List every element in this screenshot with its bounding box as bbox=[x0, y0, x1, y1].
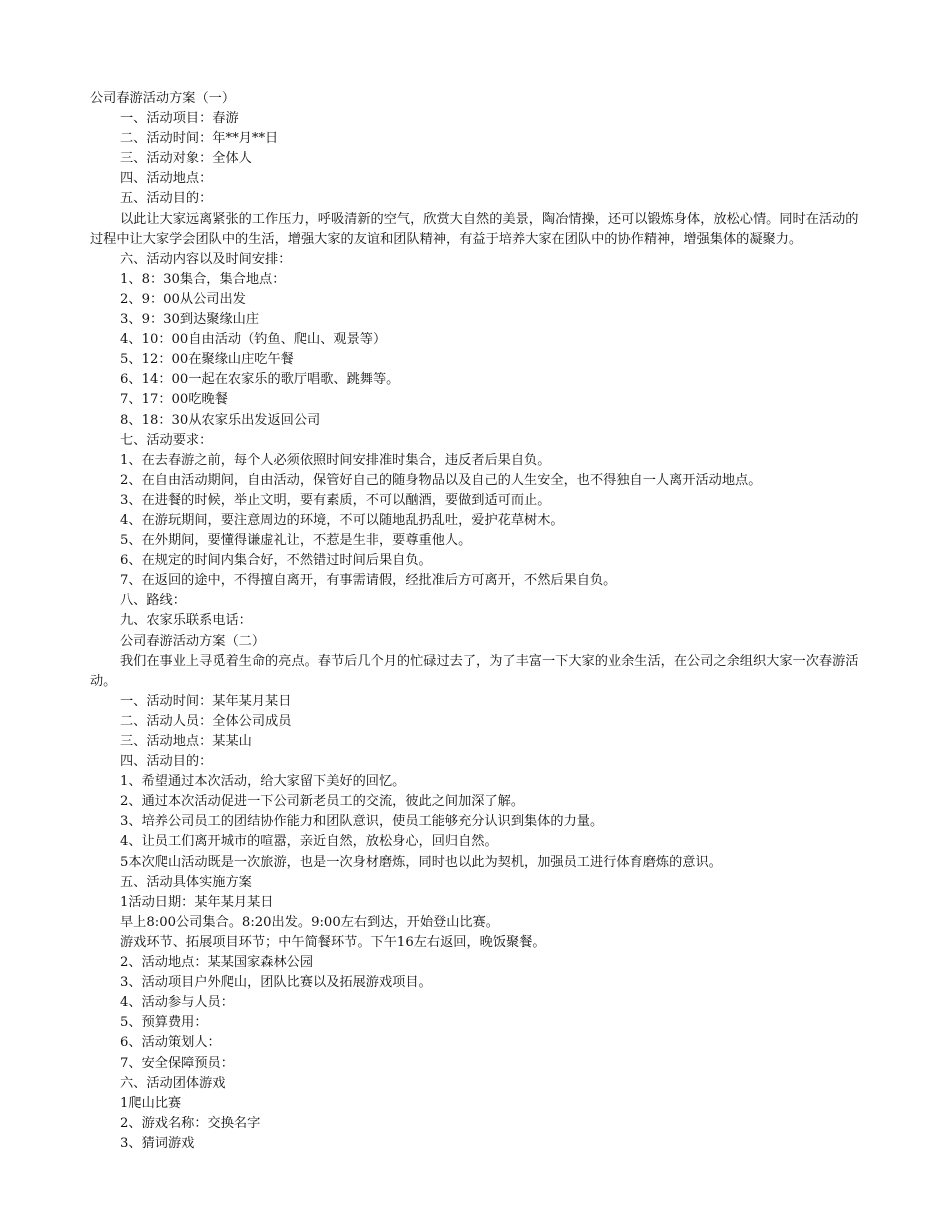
text-line: 5本次爬山活动既是一次旅游，也是一次身材磨炼，同时也以此为契机，加强员工进行体育磨炼的意识。 bbox=[120, 854, 722, 870]
text-line: 6、在规定的时间内集合好，不然错过时间后果自负。 bbox=[120, 553, 432, 569]
text-line: 5、12：00在聚缘山庄吃午餐 bbox=[120, 352, 294, 368]
text-line: 8、18：30从农家乐出发返回公司 bbox=[120, 412, 321, 428]
document-title: 公司春游活动方案（一） bbox=[90, 91, 236, 106]
text-line: 2、通过本次活动促进一下公司新老员工的交流，彼此之间加深了解。 bbox=[120, 794, 525, 810]
text-line: 三、活动对象：全体人 bbox=[120, 151, 252, 167]
document-body bbox=[90, 89, 880, 1154]
text-line: 三、活动地点：某某山 bbox=[120, 734, 252, 749]
text-line: 五、活动目的： bbox=[120, 191, 213, 207]
text-line: 2、活动地点：某某国家森林公园 bbox=[120, 955, 314, 971]
text-line: 7、安全保障预员： bbox=[120, 1055, 234, 1071]
text-line: 游戏环节、拓展项目环节；中午简餐环节。下午16左右返回，晚饭聚餐。 bbox=[120, 934, 546, 950]
text-line: 2、9：00从公司出发 bbox=[120, 291, 246, 307]
paragraph: 以此让大家远离紧张的工作压力，呼吸清新的空气，欣赏大自然的美景，陶冶情操，还可以锻炼身体，放松心情。同时在活动的过程中让大家学会团队中的生活，增强大家的友谊和团队精神，有益于培养大家在团队中的协作精神，增强集体的凝聚力。 bbox=[90, 211, 859, 247]
text-line: 3、活动项目户外爬山，团队比赛以及拓展游戏项目。 bbox=[120, 975, 432, 991]
text-line: 4、在游玩期间，要注意周边的环境，不可以随地乱扔乱吐，爱护花草树木。 bbox=[120, 512, 564, 528]
text-line: 7、17：00吃晚餐 bbox=[120, 392, 228, 408]
text-line: 1、8：30集合，集合地点： bbox=[120, 271, 286, 287]
text-line: 2、在自由活动期间，自由活动，保管好自己的随身物品以及自己的人生安全，也不得独自一人离开活动地点。 bbox=[120, 472, 762, 488]
text-line: 1活动日期：某年某月某日 bbox=[120, 894, 274, 910]
text-line: 1、在去春游之前，每个人必须依照时间安排准时集合，违反者后果自负。 bbox=[120, 452, 551, 468]
text-line: 3、9：30到达聚缘山庄 bbox=[120, 312, 260, 328]
text-line: 5、在外期间，要懂得谦虚礼让，不惹是生非，要尊重他人。 bbox=[120, 533, 472, 549]
text-line: 二、活动时间：年**月**日 bbox=[120, 131, 279, 147]
text-line: 公司春游活动方案（二） bbox=[120, 633, 266, 649]
text-line: 六、活动内容以及时间安排： bbox=[120, 251, 292, 267]
text-line: 4、活动参与人员： bbox=[120, 995, 234, 1011]
text-line: 4、10：00自由活动（钓鱼、爬山、观景等） bbox=[120, 332, 387, 348]
text-line: 二、活动人员：全体公司成员 bbox=[120, 713, 292, 729]
text-line: 一、活动项目：春游 bbox=[120, 111, 239, 127]
text-line: 3、培养公司员工的团结协作能力和团队意识，使员工能够充分认识到集体的力量。 bbox=[120, 814, 604, 830]
text-line: 五、活动具体实施方案 bbox=[120, 874, 252, 890]
text-line: 六、活动团体游戏 bbox=[120, 1075, 226, 1091]
text-line: 3、猜词游戏 bbox=[120, 1135, 195, 1151]
paragraph: 我们在事业上寻觅着生命的亮点。春节后几个月的忙碌过去了，为了丰富一下大家的业余生活，在公司之余组织大家一次春游活动。 bbox=[90, 653, 859, 689]
text-line: 1、希望通过本次活动，给大家留下美好的回忆。 bbox=[120, 774, 406, 790]
text-line: 3、在进餐的时候，举止文明，要有素质，不可以酗酒，要做到适可而止。 bbox=[120, 492, 551, 508]
text-line: 四、活动地点： bbox=[120, 171, 213, 187]
text-line: 早上8:00公司集合。8:20出发。9:00左右到达，开始登山比赛。 bbox=[120, 914, 499, 930]
text-line: 七、活动要求： bbox=[120, 432, 213, 448]
text-line: 1爬山比赛 bbox=[120, 1095, 182, 1111]
text-line: 5、预算费用： bbox=[120, 1015, 208, 1031]
text-line: 6、14：00一起在农家乐的歌厅唱歌、跳舞等。 bbox=[120, 372, 400, 388]
text-line: 八、路线： bbox=[120, 593, 186, 609]
text-line: 6、活动策划人： bbox=[120, 1035, 221, 1051]
text-line: 九、农家乐联系电话： bbox=[120, 613, 252, 629]
text-line: 7、在返回的途中，不得擅自离开，有事需请假，经批准后方可离开，不然后果自负。 bbox=[120, 573, 617, 589]
text-line: 2、游戏名称：交换名字 bbox=[120, 1115, 261, 1131]
text-line: 4、让员工们离开城市的喧嚣，亲近自然，放松身心，回归自然。 bbox=[120, 834, 498, 850]
text-line: 四、活动目的： bbox=[120, 754, 213, 770]
text-line: 一、活动时间：某年某月某日 bbox=[120, 693, 292, 709]
